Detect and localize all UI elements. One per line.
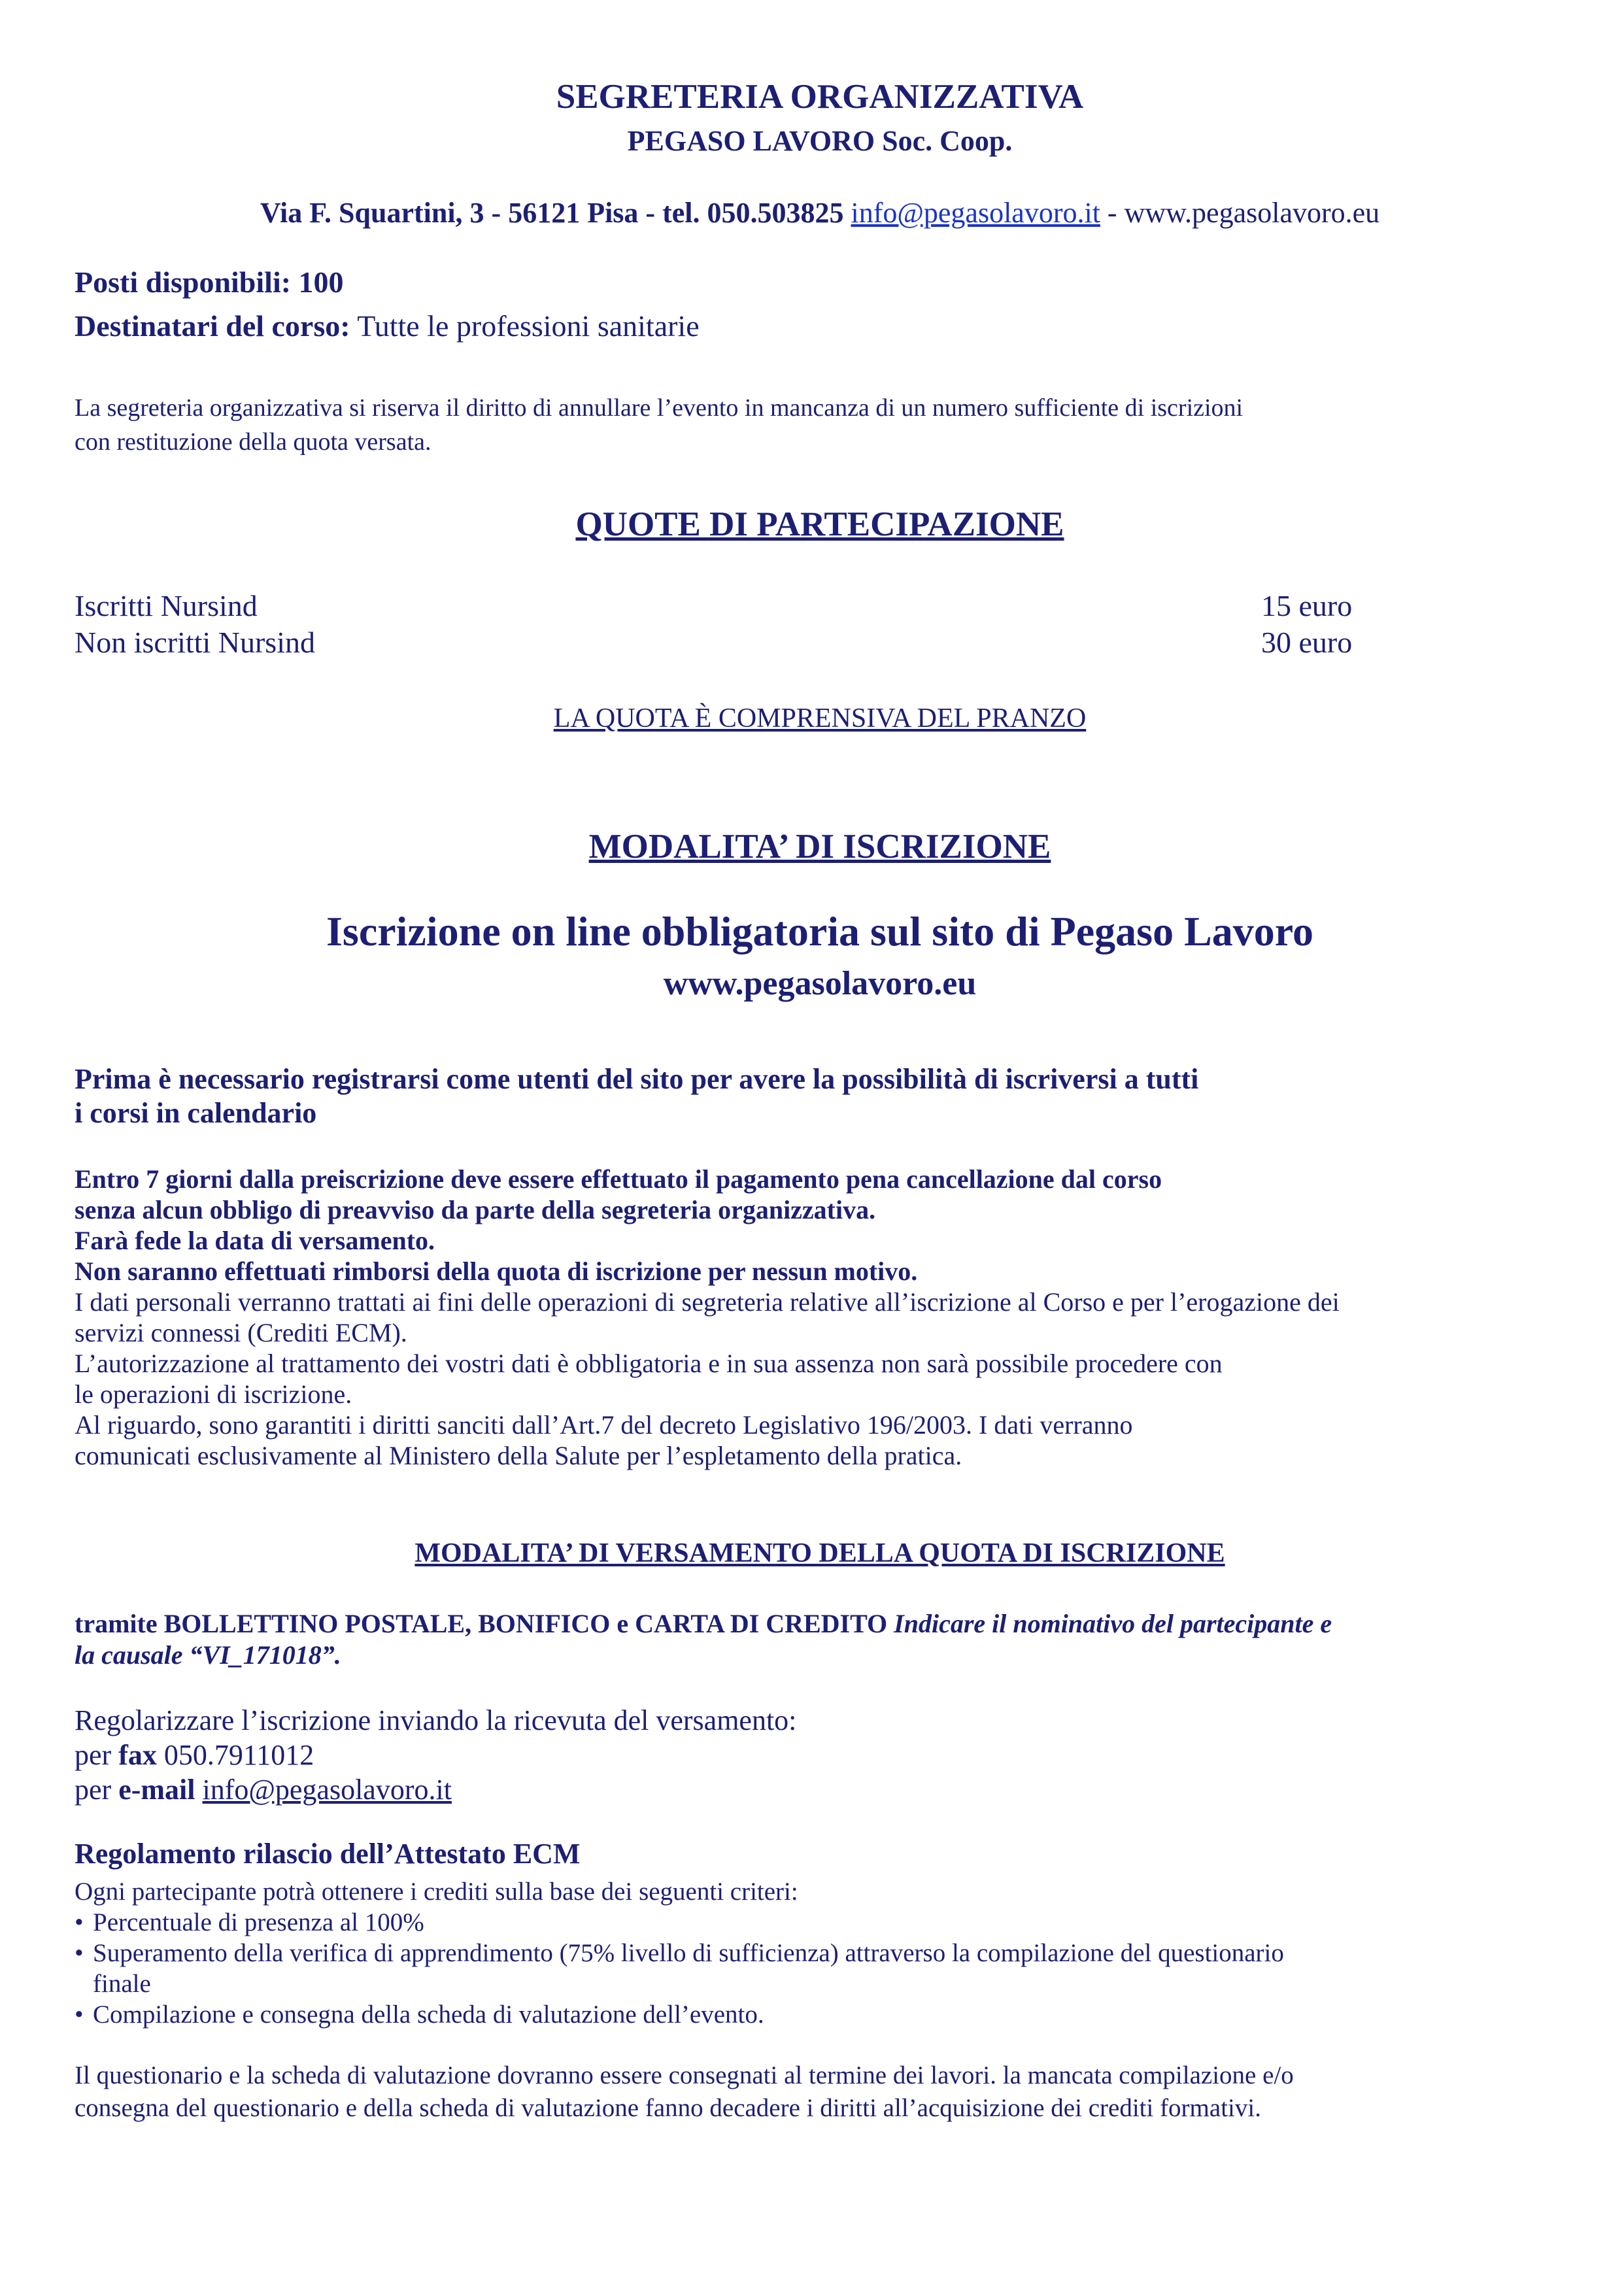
criteria-intro: Ogni partecipante potrà ottenere i crediti sulla base dei seguenti criteri: [75, 1878, 798, 1906]
email-line [75, 1772, 1565, 1807]
note-line: con restituzione della quota versata. [75, 428, 431, 456]
list-item-text-continued: finale [93, 1970, 151, 1998]
fee-label: Iscritti Nursind [75, 589, 258, 622]
email-prefix: per [75, 1774, 119, 1806]
final-note-line: Il questionario e la scheda di valutazione dovranno essere consegnati al termine dei lavori. la mancata compilazione e/o [75, 2061, 1294, 2089]
destinatari-value: Tutte le professioni sanitarie [350, 309, 700, 343]
list-item [75, 1938, 1565, 1999]
website-link[interactable]: www.pegasolavoro.eu [663, 965, 977, 1002]
fee-row [75, 625, 1382, 660]
email-link[interactable]: info@pegasolavoro.it [851, 197, 1100, 229]
fee-label: Non iscritti Nursind [75, 626, 315, 659]
pranzo-note: LA QUOTA È COMPRENSIVA DEL PRANZO [553, 703, 1087, 734]
fee-amount: 15 euro [1261, 589, 1353, 622]
list-item-text: Compilazione e consegna della scheda di valutazione dell’evento. [93, 2000, 764, 2029]
final-note-line: consegna del questionario e della scheda di valutazione fanno decadere i diritti all’acquisizione dei crediti formativi. [75, 2094, 1261, 2122]
prerequisite-line: i corsi in calendario [75, 1097, 317, 1129]
fee-amount: 30 euro [1261, 626, 1353, 659]
receipt-instructions [75, 1703, 1565, 1807]
terms-bold-line: Farà fede la data di versamento. [75, 1226, 435, 1255]
address-text: Via F. Squartini, 3 - 56121 Pisa - tel. 050.503825 [260, 197, 844, 229]
note-line: La segreteria organizzativa si riserva il diritto di annullare l’evento in mancanza di un numero sufficiente di iscrizioni [75, 394, 1243, 422]
contact-line [75, 196, 1565, 229]
bullet-icon: • [75, 1908, 84, 1936]
final-note [75, 2059, 1565, 2125]
email-address-link[interactable]: info@pegasolavoro.it [202, 1774, 452, 1806]
receipt-line: Regolarizzare l’iscrizione inviando la ricevuta del versamento: [75, 1704, 797, 1736]
attestato-heading: Regolamento rilascio dell’Attestato ECM [75, 1838, 581, 1870]
terms-bold-line: Entro 7 giorni dalla preiscrizione deve essere effettuato il pagamento pena cancellazione dal corso [75, 1164, 1162, 1194]
criteria-list [75, 1876, 1565, 2030]
prerequisite-line: Prima è necessario registrarsi come utenti del sito per avere la possibilità di iscriversi a tutti [75, 1063, 1199, 1095]
destinatari-label: Destinatari del corso: [75, 309, 350, 343]
fee-row [75, 588, 1382, 623]
privacy-line: le operazioni di iscrizione. [75, 1379, 352, 1409]
online-registration-title: Iscrizione on line obbligatoria sul sito di Pegaso Lavoro [326, 908, 1313, 954]
bullet-icon: • [75, 1939, 84, 1967]
quote-heading: QUOTE DI PARTECIPAZIONE [575, 505, 1064, 543]
fax-number: 050.7911012 [156, 1739, 314, 1771]
cancellation-note [75, 391, 1565, 459]
privacy-line: comunicati esclusivamente al Ministero della Salute per l’espletamento della pratica. [75, 1441, 962, 1470]
list-item [75, 1907, 1565, 1938]
privacy-line: L’autorizzazione al trattamento dei vostri dati è obbligatoria e in sua assenza non sarà possibile procedere con [75, 1349, 1223, 1378]
list-item [75, 1999, 1565, 2030]
website-text: www.pegasolavoro.eu [1124, 197, 1380, 229]
terms-bold-line: Non saranno effettuati rimborsi della quota di iscrizione per nessun motivo. [75, 1257, 918, 1286]
bullet-icon: • [75, 2000, 84, 2029]
fax-line [75, 1738, 1565, 1772]
registration-prerequisite [75, 1062, 1565, 1130]
payment-causale: la causale “VI_171018”. [75, 1640, 341, 1670]
payment-methods [75, 1608, 1565, 1671]
versamento-heading: MODALITA’ DI VERSAMENTO DELLA QUOTA DI ISCRIZIONE [414, 1538, 1225, 1568]
posti-disponibili: Posti disponibili: 100 [75, 265, 344, 299]
address-separator: - [1100, 197, 1125, 229]
list-item-text: Superamento della verifica di apprendimento (75% livello di sufficienza) attraverso la compilazione del questionario [93, 1939, 1284, 1967]
fax-label: fax [118, 1739, 157, 1771]
payment-terms [75, 1164, 1565, 1471]
payment-instruction: Indicare il nominativo del partecipante e [887, 1609, 1332, 1638]
organization-name: PEGASO LAVORO Soc. Coop. [627, 125, 1013, 157]
destinatari-line [75, 309, 1565, 343]
privacy-line: servizi connessi (Crediti ECM). [75, 1318, 407, 1347]
payment-methods-text: tramite BOLLETTINO POSTALE, BONIFICO e CARTA DI CREDITO [75, 1609, 888, 1638]
privacy-line: Al riguardo, sono garantiti i diritti sanciti dall’Art.7 del decreto Legislativo 196/2003. I dati verranno [75, 1410, 1133, 1440]
page-title: SEGRETERIA ORGANIZZATIVA [556, 78, 1084, 116]
terms-bold-line: senza alcun obbligo di preavviso da parte della segreteria organizzativa. [75, 1195, 876, 1224]
fax-prefix: per [75, 1739, 119, 1771]
privacy-line: I dati personali verranno trattati ai fini delle operazioni di segreteria relative all’iscrizione al Corso e per l’erogazione dei [75, 1287, 1340, 1317]
modalita-heading: MODALITA’ DI ISCRIZIONE [588, 828, 1051, 866]
email-label: e-mail [118, 1774, 195, 1806]
list-item-text: Percentuale di presenza al 100% [93, 1908, 424, 1936]
